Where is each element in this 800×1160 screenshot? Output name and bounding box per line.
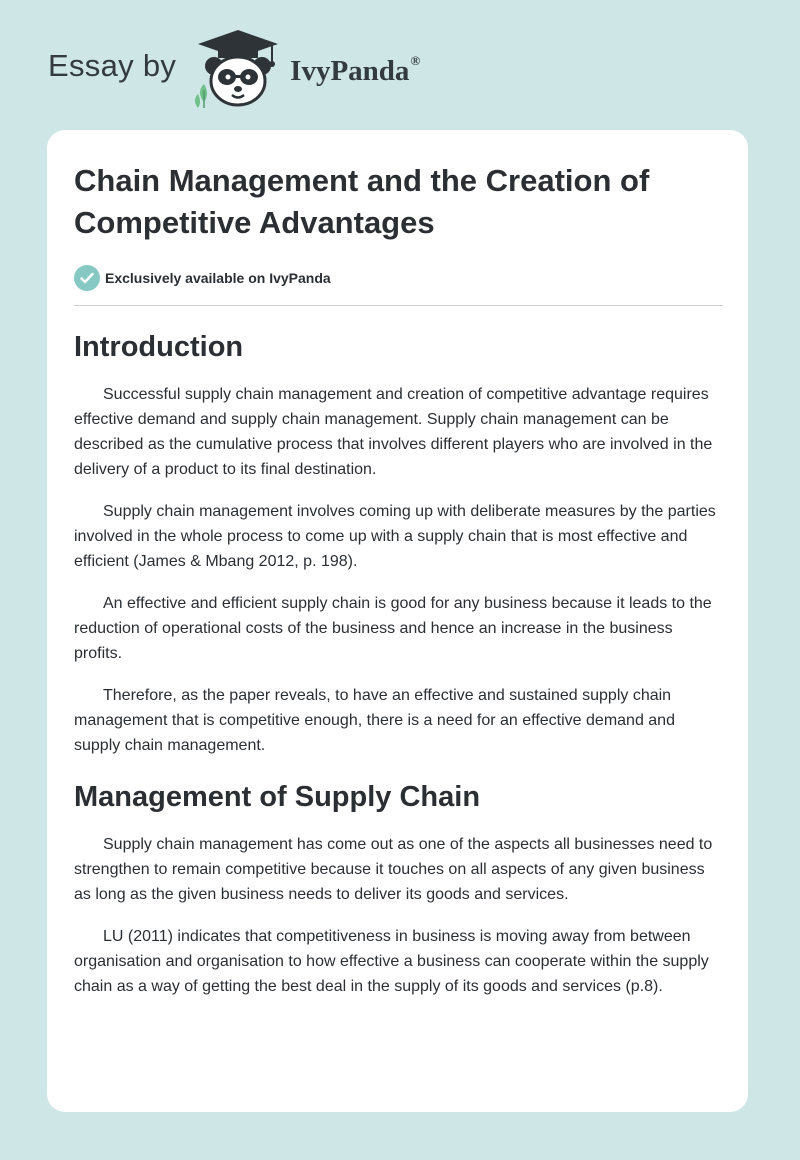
check-circle-icon <box>74 265 100 291</box>
brand-text: IvyPanda <box>290 54 410 87</box>
essay-by-label: Essay by <box>48 48 177 83</box>
essay-card <box>47 130 748 1112</box>
site-header <box>48 28 420 110</box>
brand-name[interactable] <box>290 52 421 88</box>
exclusive-badge <box>74 264 723 292</box>
essay-content <box>74 160 723 999</box>
panda-graduate-logo-icon[interactable] <box>192 28 284 110</box>
exclusive-badge-label: Exclusively available on IvyPanda <box>105 270 331 286</box>
paragraph: LU (2011) indicates that competitiveness in business is moving away from between organisation and organisation to how effective a business can cooperate within the supply chain as a way of getting the best deal in the supply of its goods and services (p.8). <box>74 928 709 995</box>
section-heading-introduction: Introduction <box>74 331 244 363</box>
paragraph: An effective and efficient supply chain is good for any business because it leads to the reduction of operational costs of the business and hence an increase in the business profits. <box>74 595 712 662</box>
divider <box>74 305 723 306</box>
paragraph: Supply chain management has come out as one of the aspects all businesses need to strengthen to remain competitive because it touches on all aspects of any given business as long as the given business needs to deliver its goods and services. <box>74 836 713 903</box>
paragraph: Supply chain management involves coming up with deliberate measures by the parties involved in the whole process to come up with a supply chain that is most effective and efficient (James & Mbang 2012, p. 198). <box>74 503 716 570</box>
registered-mark: ® <box>410 52 421 68</box>
essay-title: Chain Management and the Creation of Competitive Advantages <box>74 163 650 240</box>
paragraph: Successful supply chain management and creation of competitive advantage requires effective demand and supply chain management. Supply chain management can be described as the cumulative process that involves different players who are involved in the delivery of a product to its final destination. <box>74 386 713 478</box>
paragraph: Therefore, as the paper reveals, to have an effective and sustained supply chain management that is competitive enough, there is a need for an effective demand and supply chain management. <box>74 687 675 754</box>
section-heading-management-of-supply-chain: Management of Supply Chain <box>74 781 481 813</box>
